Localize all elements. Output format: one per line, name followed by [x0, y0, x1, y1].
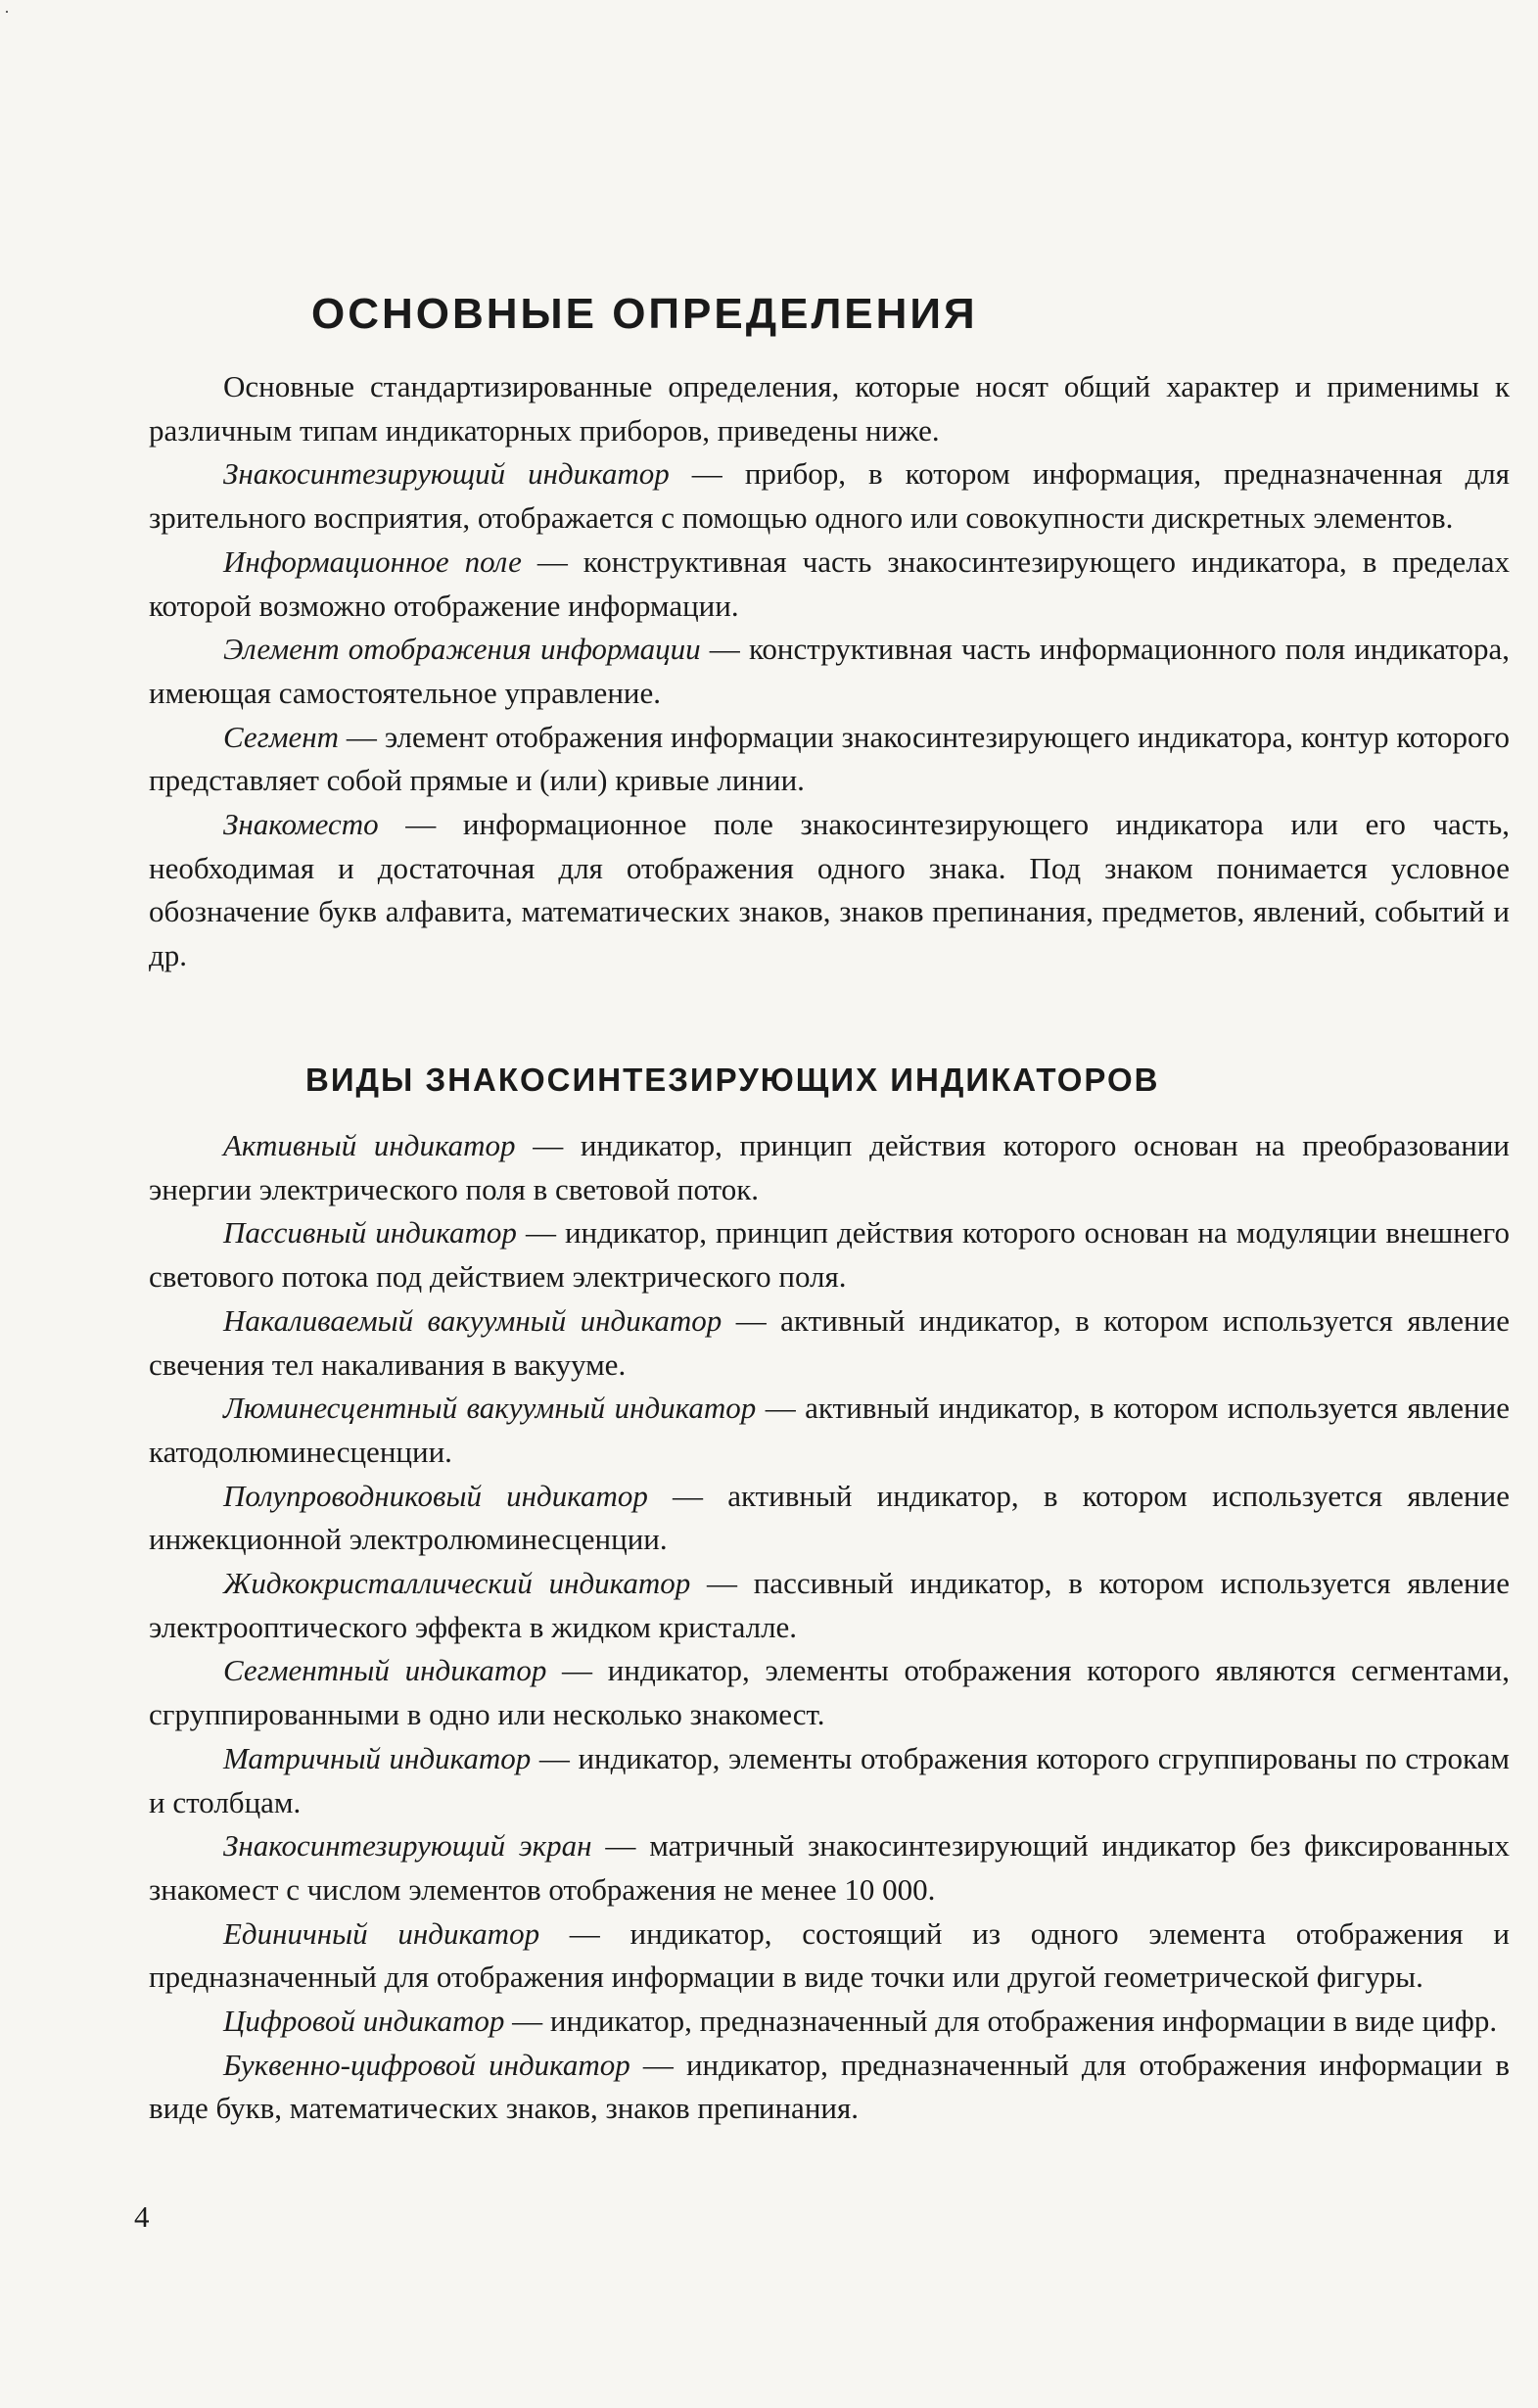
page-number: 4 [134, 2199, 150, 2234]
definition-paragraph: Люминесцентный вакуумный индикатор — активный индикатор, в котором используется явление катодолюминесценции. [149, 1391, 1510, 1469]
section-heading-indicator-types: ВИДЫ ЗНАКОСИНТЕЗИРУЮЩИХ ИНДИКАТОРОВ [305, 1062, 1160, 1098]
definition-paragraph: Сегмент — элемент отображения информации знакосинтезирующего индикатора, контур которого представляет собой прямые и (или) кривые линии. [149, 719, 1510, 798]
definition-term: Жидкокристаллический индикатор [223, 1566, 691, 1601]
definition-term: Единичный индикатор [223, 1915, 540, 1951]
definition-text: активный индикатор, в котором используется явление катодолюминесценции. [149, 1391, 1510, 1469]
definition-term: Люминесцентный вакуумный индикатор [223, 1391, 757, 1426]
definition-text: прибор, в котором информация, предназначенная для зрительного восприятия, отображается с помощью одного или совокупности дискретных элементов. [149, 456, 1510, 536]
section-indicator-types [149, 1124, 1510, 2131]
definition-term: Информационное поле [223, 543, 522, 579]
definition-term: Сегментный индикатор [223, 1653, 547, 1688]
section-heading-basic-definitions: ОСНОВНЫЕ ОПРЕДЕЛЕНИЯ [311, 290, 978, 338]
definition-text: индикатор, принцип действия которого основан на преобразовании энергии электрического поля в световой поток. [149, 1128, 1510, 1206]
definition-text: конструктивная часть знакосинтезирующего индикатора, в пределах которой возможно отображение информации. [149, 543, 1510, 623]
definition-paragraph: Элемент отображения информации — конструктивная часть информационного поля индикатора, имеющая самостоятельное управление. [149, 632, 1511, 710]
definition-term: Сегмент [223, 719, 340, 754]
definition-paragraph: Сегментный индикатор — индикатор, элементы отображения которого являются сегментами, сгруппированными в одно или несколько знакомест. [149, 1653, 1510, 1732]
definition-paragraph: Накаливаемый вакуумный индикатор — активный индикатор, в котором используется явление свечения тел накаливания в вакууме. [149, 1302, 1510, 1382]
definition-text: индикатор, предназначенный для отображения информации в виде цифр. [549, 2004, 1498, 2039]
definition-term: Пассивный индикатор [223, 1215, 517, 1251]
definition-paragraph: Пассивный индикатор — индикатор, принцип действия которого основан на модуляции внешнего светового потока под действием электрического поля. [149, 1215, 1510, 1295]
definition-term: Матричный индикатор [223, 1740, 532, 1775]
definition-paragraph: Жидкокристаллический индикатор — пассивный индикатор, в котором используется явление электрооптического эффекта в жидком кристалле. [149, 1566, 1510, 1644]
definition-term: Знакоместо [223, 807, 379, 842]
definition-term: Активный индикатор [223, 1128, 516, 1162]
intro-paragraph: Основные стандартизированные определения, которые носят общий характер и применимы к различным типам индикаторных приборов, приведены ниже. [149, 369, 1510, 448]
definition-text: элемент отображения информации знакосинтезирующего индикатора, контур которого представляет собой прямые и (или) кривые линии. [149, 719, 1510, 798]
definition-paragraph: Матричный индикатор — индикатор, элементы отображения которого сгруппированы по строкам и столбцам. [149, 1740, 1510, 1819]
definition-term: Полупроводниковый индикатор [223, 1478, 648, 1513]
definition-text: индикатор, элементы отображения которого являются сегментами, сгруппированными в одно или несколько знакомест. [149, 1653, 1510, 1732]
definition-paragraph: Единичный индикатор — индикатор, состоящий из одного элемента отображения и предназначенный для отображения информации в виде точки или другой геометрической фигуры. [149, 1915, 1511, 1995]
definition-paragraph: Активный индикатор — индикатор, принцип действия которого основан на преобразовании энергии электрического поля в световой поток. [149, 1128, 1510, 1206]
definition-paragraph: Информационное поле — конструктивная часть знакосинтезирующего индикатора, в пределах которой возможно отображение информации. [149, 543, 1510, 623]
definition-paragraph: Знакоместо — информационное поле знакосинтезирующего индикатора или его часть, необходимая и достаточная для отображения одного знака. Под знаком понимается условное обозначение букв алфавита, математических знаков, знаков препинания, предметов, явлений, событий и др. [149, 807, 1511, 973]
definition-paragraph: Буквенно-цифровой индикатор — индикатор, предназначенный для отображения информации в виде букв, математических знаков, знаков препинания. [149, 2047, 1510, 2126]
section-basic-definitions [149, 365, 1510, 978]
definition-text: активный индикатор, в котором используется явление свечения тел накаливания в вакууме. [149, 1302, 1510, 1382]
definition-text: индикатор, состоящий из одного элемента отображения и предназначенный для отображения информации в виде точки или другой геометрической фигуры. [149, 1915, 1511, 1995]
definition-text: индикатор, элементы отображения которого сгруппированы по строкам и столбцам. [149, 1740, 1510, 1819]
definition-paragraph: Цифровой индикатор — индикатор, предназначенный для отображения информации в виде цифр. [223, 2004, 1498, 2039]
definition-text: индикатор, предназначенный для отображения информации в виде букв, математических знаков, знаков препинания. [149, 2047, 1510, 2126]
definition-term: Знакосинтезирующий индикатор [223, 456, 670, 492]
definition-text: информационное поле знакосинтезирующего индикатора или его часть, необходимая и достаточная для отображения одного знака. Под знаком понимается условное обозначение букв алфавита, математических знаков, знаков препинания, предметов, явлений, событий и др. [149, 807, 1511, 973]
definition-text: пассивный индикатор, в котором используется явление электрооптического эффекта в жидком кристалле. [149, 1566, 1510, 1644]
definition-term: Цифровой индикатор [223, 2004, 505, 2039]
definition-text: активный индикатор, в котором используется явление инжекционной электролюминесценции. [149, 1478, 1510, 1557]
definition-paragraph: Знакосинтезирующий индикатор — прибор, в котором информация, предназначенная для зрительного восприятия, отображается с помощью одного или совокупности дискретных элементов. [149, 456, 1510, 536]
definition-paragraph: Полупроводниковый индикатор — активный индикатор, в котором используется явление инжекционной электролюминесценции. [149, 1478, 1510, 1557]
scan-mark: · [4, 2, 10, 22]
definition-term: Элемент отображения информации [223, 632, 701, 667]
definition-term: Знакосинтезирующий экран [223, 1828, 592, 1864]
definition-term: Буквенно-цифровой индикатор [223, 2047, 630, 2082]
definition-text: индикатор, принцип действия которого основан на модуляции внешнего светового потока под действием электрического поля. [149, 1215, 1510, 1295]
definition-paragraph: Знакосинтезирующий экран — матричный знакосинтезирующий индикатор без фиксированных знакомест с числом элементов отображения не менее 10 000. [149, 1828, 1510, 1907]
definition-text: матричный знакосинтезирующий индикатор без фиксированных знакомест с числом элементов отображения не менее 10 000. [149, 1828, 1510, 1907]
definition-term: Накаливаемый вакуумный индикатор [223, 1302, 722, 1338]
definition-text: конструктивная часть информационного поля индикатора, имеющая самостоятельное управление. [149, 632, 1511, 710]
